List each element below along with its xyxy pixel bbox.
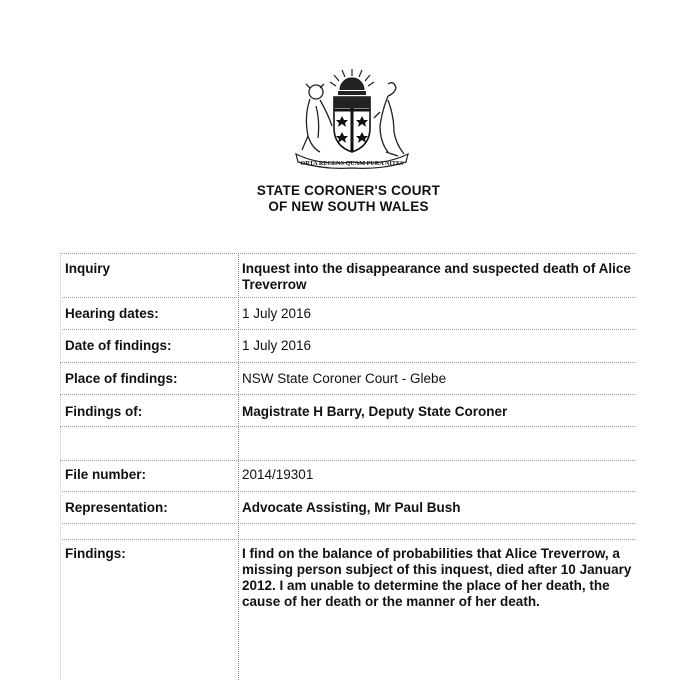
row-label-representation: Representation: xyxy=(65,500,168,515)
table-rule xyxy=(60,297,635,298)
table-rule xyxy=(60,491,635,492)
court-name-line-2: OF NEW SOUTH WALES xyxy=(268,199,429,214)
row-label-file-number: File number: xyxy=(65,467,147,482)
row-value-file-number: 2014/19301 xyxy=(242,467,314,482)
row-label-hearing-dates: Hearing dates: xyxy=(65,306,159,321)
row-label-findings-of: Findings of: xyxy=(65,404,143,419)
table-rule xyxy=(60,394,635,395)
table-left-edge xyxy=(60,255,61,680)
table-rule xyxy=(60,523,635,524)
row-label-inquiry: Inquiry xyxy=(65,261,111,276)
row-value-hearing-dates: 1 July 2016 xyxy=(242,306,312,321)
row-label-place-of-findings: Place of findings: xyxy=(65,371,178,386)
table-rule xyxy=(60,460,635,461)
table-rule xyxy=(60,329,635,330)
row-label-findings: Findings: xyxy=(65,546,126,561)
row-value-findings-of: Magistrate H Barry, Deputy State Coroner xyxy=(242,404,508,419)
row-value-inquiry: Inquest into the disappearance and suspected death of Alice Treverrow xyxy=(242,261,631,292)
row-value-findings: I find on the balance of probabilities that Alice Treverrow, a missing person subject of this inquest, died after 10 January 2012. I am unable to determine the place of her death, the cause of her death or the manner of her death. xyxy=(242,546,632,609)
row-value-place-of-findings: NSW State Coroner Court - Glebe xyxy=(242,371,447,386)
row-value-representation: Advocate Assisting, Mr Paul Bush xyxy=(242,500,461,515)
crest-motto: ORTA RECENS QUAM PURA NITES xyxy=(300,160,404,167)
table-rule xyxy=(60,362,635,363)
row-value-date-of-findings: 1 July 2016 xyxy=(242,338,312,353)
table-rule xyxy=(60,426,635,427)
column-divider xyxy=(238,255,239,680)
table-rule xyxy=(60,253,635,254)
row-label-date-of-findings: Date of findings: xyxy=(65,338,172,353)
court-name-line-1: STATE CORONER'S COURT xyxy=(256,183,441,198)
coat-of-arms-crest xyxy=(290,66,414,170)
table-rule xyxy=(60,539,635,540)
